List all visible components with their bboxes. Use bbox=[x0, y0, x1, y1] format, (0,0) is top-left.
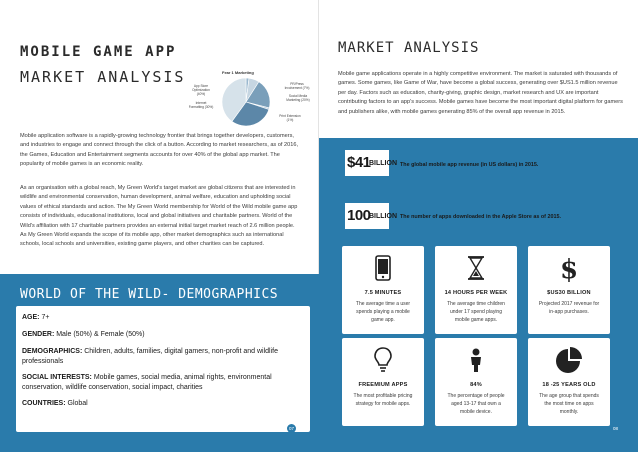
demographic-countries bbox=[22, 399, 302, 409]
demographic-value: 7+ bbox=[39, 314, 50, 321]
marketing-pie-figure bbox=[186, 70, 314, 130]
card-text: The average time children under 17 spend playing mobile game apps. bbox=[447, 301, 505, 323]
card-label: $US30 BILLION bbox=[547, 290, 591, 296]
stat-card-weekly-hours bbox=[435, 246, 517, 334]
stat-value: 100 bbox=[347, 207, 371, 224]
card-text: The most profitable pricing strategy for mobile apps. bbox=[353, 393, 413, 407]
page-number-left: 07 bbox=[288, 426, 294, 431]
stat-card-pricing bbox=[342, 338, 424, 426]
intro-paragraph: Mobile application software is a rapidly-growing technology frontier that brings together developers, customers, and industries to engage and connect through the click of a button. According to market researchers, as of 2016, the Games, Education and Entertainment segments accounts for over 40% of the global app market. The popularity of mobile games is an economic reality. bbox=[20, 133, 298, 168]
pie-title: Fear 1 Marketing bbox=[222, 70, 254, 75]
stat-card-play-time bbox=[342, 246, 424, 334]
pie-label-social: Social Media Marketing (20%) bbox=[286, 94, 310, 102]
demographic-value: Mobile games, social media, animal rights, environmental conservation, wildlife conservation, social impact, charities bbox=[22, 374, 272, 391]
stat-unit: BILLION bbox=[369, 160, 397, 167]
people-icon bbox=[435, 346, 517, 374]
stat-box-revenue bbox=[345, 150, 397, 176]
hourglass-icon bbox=[435, 254, 517, 282]
pie-chart-icon bbox=[528, 346, 610, 374]
phone-icon bbox=[342, 254, 424, 282]
stat-caption-revenue: The global mobile app revenue (in US dollars) in 2015. bbox=[400, 162, 539, 168]
card-text: The percentage of people aged 13-17 that own a mobile device. bbox=[447, 393, 505, 415]
demographics-title: WORLD OF THE WILD- DEMOGRAPHICS bbox=[20, 287, 279, 302]
demographic-value: Male (50%) & Female (50%) bbox=[54, 331, 145, 338]
card-label: FREEMIUM APPS bbox=[358, 382, 408, 388]
card-label: 18 -25 YEARS OLD bbox=[542, 382, 596, 388]
stat-card-in-app-revenue bbox=[528, 246, 610, 334]
stat-unit: BILLION bbox=[369, 213, 397, 220]
demographic-social-interests bbox=[22, 373, 302, 393]
demographic-key: COUNTRIES: bbox=[22, 400, 66, 407]
market-intro-paragraph: Mobile game applications operate in a highly competitive environment. The market is saturated with thousands of games. Some games, like Game of War, have become a global success, generating over $US1.5 million revenue per day. Factors such as education, charity-giving, graphic design, market research and UX are important contributing factors to an app's success. Mobile games have become the most important digital platform for gamers and publishers alike, with mobile games generating 85% of the overall app revenue in 2015. bbox=[338, 71, 623, 115]
card-label: 14 HOURS PER WEEK bbox=[444, 290, 508, 296]
demographic-key: AGE: bbox=[22, 314, 40, 321]
page-title: MOBILE GAME APP bbox=[20, 44, 177, 60]
page-number-right: 08 bbox=[612, 426, 618, 431]
pie-label-print: Print Extension (1%) bbox=[279, 114, 301, 122]
demographic-key: SOCIAL INTERESTS: bbox=[22, 374, 92, 381]
demographic-value: Children, adults, families, digital gamers, non-profit and wildlife professionals bbox=[22, 348, 278, 365]
demographic-gender bbox=[22, 330, 302, 340]
demographic-value: Global bbox=[65, 400, 88, 407]
stat-card-device-ownership bbox=[435, 338, 517, 426]
card-text: The average time a user spends playing a mobile game app. bbox=[355, 301, 411, 323]
demographic-groups bbox=[22, 347, 302, 367]
pie-label-pr: PR/Press Involvement (7%) bbox=[284, 82, 310, 90]
lightbulb-icon bbox=[342, 346, 424, 374]
demographic-age bbox=[22, 313, 302, 323]
demographics-card bbox=[16, 306, 310, 432]
card-label: 7.5 MINUTES bbox=[364, 290, 402, 296]
stat-caption-downloads: The number of apps downloaded in the Apple Store as of 2015. bbox=[400, 214, 561, 220]
stat-card-age-group bbox=[528, 338, 610, 426]
stat-box-downloads bbox=[345, 203, 397, 229]
demographic-key: GENDER: bbox=[22, 331, 55, 338]
page-subtitle: MARKET ANALYSIS bbox=[20, 68, 186, 86]
pie-label-internet: Internet Formatting (30%) bbox=[188, 101, 214, 109]
svg-text:$: $ bbox=[560, 255, 578, 282]
demographic-key: DEMOGRAPHICS: bbox=[22, 348, 83, 355]
card-text: Projected 2017 revenue for in-app purchases. bbox=[538, 301, 600, 315]
card-label: 84% bbox=[470, 382, 482, 388]
card-text: The age group that spends the most time on apps monthly. bbox=[539, 393, 599, 415]
stat-value: $41 bbox=[347, 154, 371, 171]
market-analysis-title: MARKET ANALYSIS bbox=[338, 40, 480, 56]
target-market-paragraph: As an organisation with a global reach, My Green World's target market are global citizens that are interested in wildlife and environmental conservation, human development, animal welfare, education and upholding social values of ethical standards and action. The My Green World membership for World of the Wild mobile game app consists of individuals, educational institutions, local and global initiatives and charitable partners. World of the Wild's affiliation with 17 charitable partners provides an external initial target market reach of 2.6 million people. As My Green World expands the scope of its mobile app, other market demographics such as international schools, local schools and universities, existing game players, and other charities can be captured. bbox=[20, 185, 298, 248]
dollar-icon bbox=[528, 254, 610, 282]
pie-label-app-store: App Store Optimization (40%) bbox=[192, 84, 210, 96]
